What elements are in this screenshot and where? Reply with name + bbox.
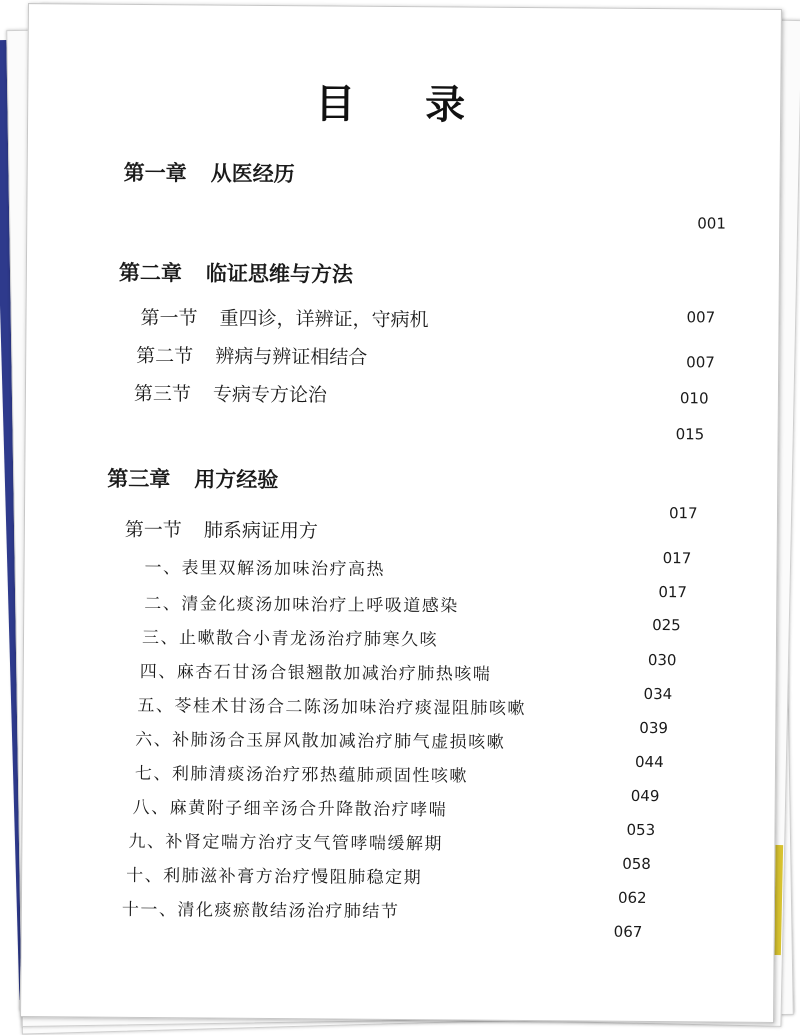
section-label: 第二节 (136, 344, 194, 368)
leader-dots (501, 790, 629, 791)
page-number: 034 (643, 684, 673, 704)
chapter-label: 第三章 (107, 465, 171, 492)
page-number: 053 (626, 820, 656, 840)
section-title: 重四诊，详辨证，守病机 (219, 307, 429, 332)
page-number: 010 (679, 389, 709, 408)
section-title: 专病专方论治 (212, 383, 328, 407)
leader-dots (521, 756, 633, 757)
chapter-label: 第二章 (118, 259, 182, 286)
page-number: 015 (675, 425, 705, 444)
toc-chapter-2[interactable] (119, 257, 353, 289)
section-title: 肺系病证用方 (203, 519, 318, 543)
section-title: 辨病与辨证相结合 (215, 345, 368, 369)
toc-section[interactable] (140, 303, 428, 332)
toc-chapter-1[interactable] (124, 157, 295, 188)
toc-item[interactable] (135, 759, 468, 787)
item-title: 五、苓桂术甘汤合二陈汤加味治疗痰湿阻肺咳嗽 (137, 695, 527, 719)
chapter-title: 用方经验 (194, 466, 279, 493)
chapter-title: 从医经历 (210, 160, 295, 187)
section-label: 第一节 (124, 518, 182, 542)
item-title: 三、止嗽散合小青龙汤治疗肺寒久咳 (141, 627, 439, 651)
page-number: 025 (652, 615, 681, 635)
leader-dots (442, 891, 616, 892)
page-number: 044 (634, 752, 664, 772)
toc-section[interactable] (136, 341, 367, 370)
chapter-title: 临证思维与方法 (205, 260, 353, 287)
leader-dots (555, 722, 637, 723)
toc-page (20, 3, 782, 1023)
leader-dots (335, 544, 663, 547)
leader-dots (520, 688, 642, 689)
toc-chapter-3[interactable] (107, 463, 278, 494)
page-number: 017 (658, 583, 688, 602)
page-title: 目 录 (315, 80, 494, 129)
item-title: 九、补肾定喘方治疗支气管哮喘缓解期 (128, 831, 443, 855)
leader-dots (367, 289, 685, 291)
page-number: 067 (613, 922, 643, 941)
leader-dots (470, 654, 646, 655)
leader-dots (446, 339, 686, 341)
page-number: 039 (639, 718, 669, 738)
leader-dots (322, 186, 702, 189)
item-title: 七、利肺清痰汤治疗邪热蕴肺顽固性咳嗽 (134, 763, 469, 787)
leader-dots (469, 824, 625, 825)
leader-dots (420, 585, 656, 587)
toc-item[interactable] (144, 589, 459, 616)
item-title: 四、麻杏石甘汤合银翘散加减治疗肺热咳喘 (139, 661, 492, 685)
page-number: 058 (622, 854, 651, 873)
leader-dots (462, 857, 620, 858)
toc-section[interactable] (134, 379, 327, 408)
leader-dots (299, 490, 669, 493)
page-number: 030 (647, 650, 677, 670)
item-title: 二、清金化痰汤加味治疗上呼吸道感染 (144, 593, 459, 617)
toc-item[interactable] (133, 793, 448, 820)
section-label: 第一节 (140, 306, 198, 330)
toc-item[interactable] (142, 623, 438, 650)
item-title: 一、表里双解汤加味治疗高热 (144, 557, 386, 580)
leader-dots (422, 925, 612, 926)
toc-item[interactable] (144, 553, 385, 580)
leader-dots (494, 620, 650, 621)
item-title: 八、麻黄附子细辛汤合升降散治疗哮喘 (132, 797, 448, 821)
page-number: 017 (662, 549, 692, 568)
toc-item[interactable] (126, 861, 422, 888)
toc-item[interactable] (135, 725, 505, 753)
toc-item[interactable] (128, 827, 443, 854)
toc-item[interactable] (137, 691, 526, 719)
page-number: 007 (686, 308, 716, 327)
page-number: 001 (697, 214, 726, 233)
page-number: 062 (617, 888, 647, 907)
page-number: 007 (686, 353, 715, 372)
chapter-label: 第一章 (123, 159, 187, 186)
leader-dots (346, 413, 672, 416)
section-label: 第三节 (133, 382, 192, 406)
leader-dots (386, 377, 676, 379)
item-title: 十一、清化痰瘀散结汤治疗肺结节 (121, 899, 400, 922)
item-title: 十、利肺滋补膏方治疗慢阻肺稳定期 (126, 865, 423, 889)
page-number: 017 (668, 504, 698, 523)
toc-item[interactable] (122, 895, 400, 922)
item-title: 六、补肺汤合玉屏风散加减治疗肺气虚损咳嗽 (135, 729, 506, 753)
page-number: 049 (630, 786, 660, 806)
toc-item[interactable] (140, 657, 492, 685)
toc-section[interactable] (125, 515, 318, 544)
